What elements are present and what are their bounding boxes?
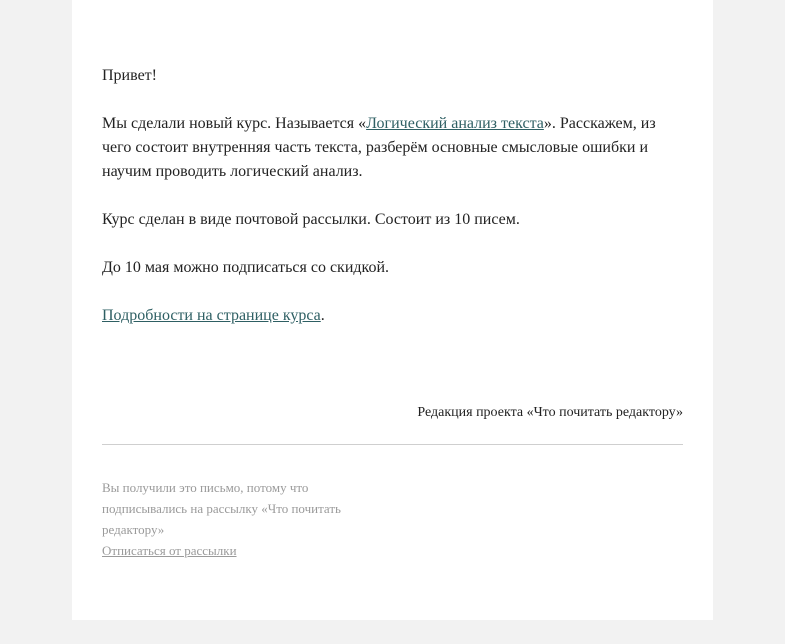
format-paragraph: Курс сделан в виде почтовой рассылки. Состоит из 10 писем. (102, 211, 520, 228)
intro-text-before: Мы сделали новый курс. Называется « (102, 115, 367, 132)
course-link[interactable]: Логический анализ текста (366, 115, 544, 132)
email-card (72, 0, 713, 620)
unsubscribe-link[interactable]: Отписаться от рассылки (102, 543, 237, 558)
greeting: Привет! (102, 67, 157, 84)
subscription-notice: Вы получили это письмо, потому что подписывались на рассылку «Что почитать редактору» (102, 480, 341, 537)
signature: Редакция проекта «Что почитать редактору» (417, 405, 683, 420)
details-period: . (320, 307, 325, 324)
intro-text-after: ». Расскажем, из чего состоит внутренняя часть текста, разберём основные смысловые ошибки и научим проводить логический анализ. (102, 115, 656, 180)
details-paragraph (102, 304, 683, 328)
footer-divider (102, 444, 683, 445)
intro-paragraph (102, 112, 683, 184)
discount-paragraph: До 10 мая можно подписаться со скидкой. (102, 259, 390, 276)
email-body (102, 64, 683, 352)
course-details-link[interactable]: Подробности на странице курса (102, 307, 321, 324)
email-footer (102, 477, 372, 561)
